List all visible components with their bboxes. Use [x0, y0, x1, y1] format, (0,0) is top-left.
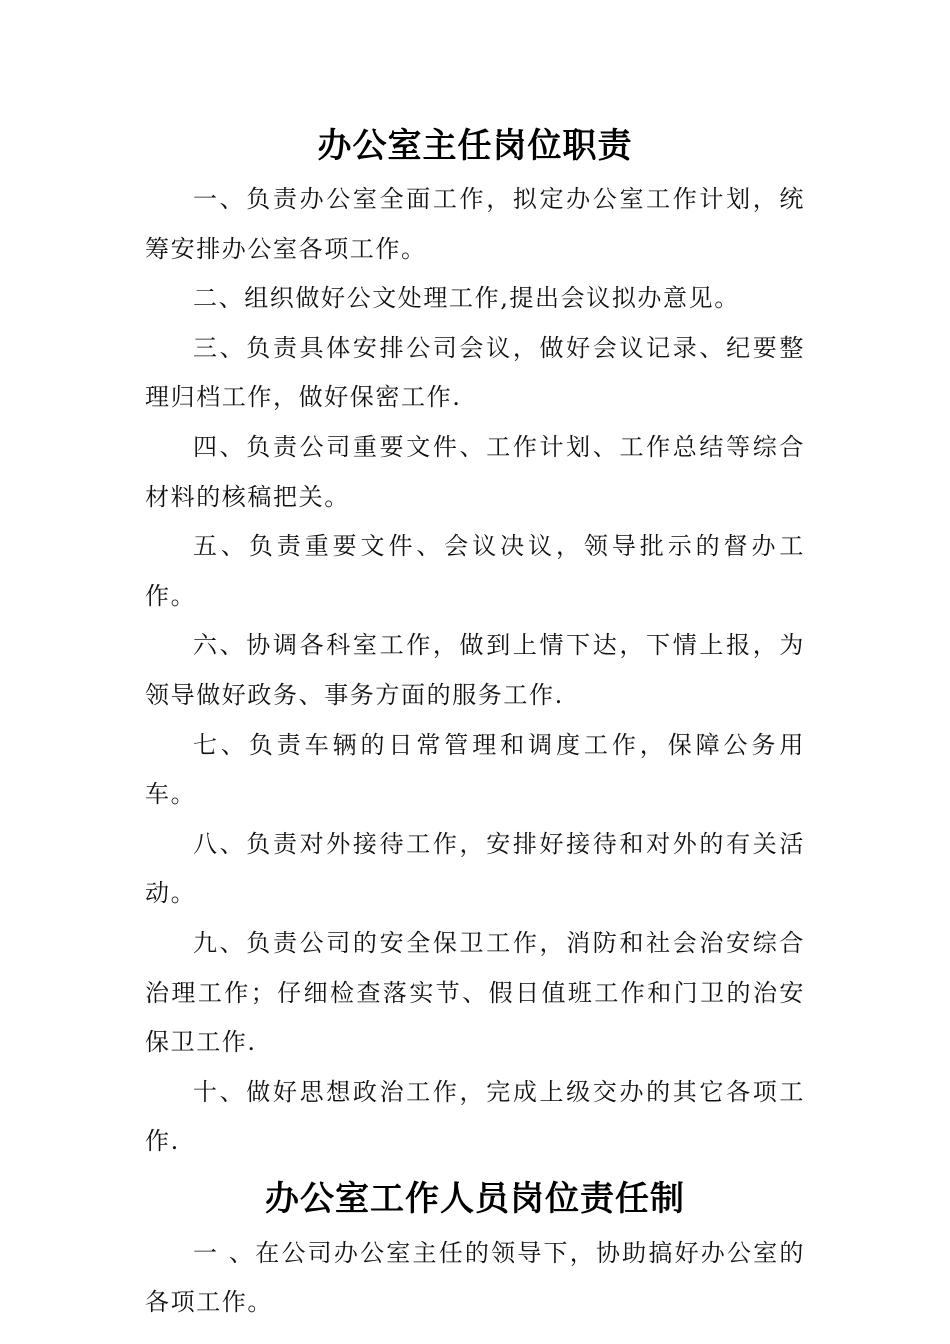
duty-item-10: 十、做好思想政治工作，完成上级交办的其它各项工作.: [145, 1077, 805, 1156]
duty-item-6: 六、协调各科室工作，做到上情下达，下情上报，为领导做好政务、事务方面的服务工作.: [145, 631, 805, 709]
duty-item-1: 一、负责办公室全面工作，拟定办公室工作计划，统筹安排办公室各项工作。: [145, 185, 805, 263]
section-title-director-duties: 办公室主任岗位职责: [317, 126, 633, 166]
duty-item-3: 三、负责具体安排公司会议，做好会议记录、纪要整理归档工作，做好保密工作.: [145, 333, 805, 412]
duty-item-4: 四、负责公司重要文件、工作计划、工作总结等综合材料的核稿把关。: [145, 432, 805, 511]
staff-item-1: 一 、在公司办公室主任的领导下，协助搞好办公室的各项工作。: [145, 1238, 805, 1317]
duty-item-9: 九、负责公司的安全保卫工作，消防和社会治安综合治理工作；仔细检查落实节、假日值班工作和门卫的治安保卫工作.: [145, 928, 805, 1057]
duty-item-5: 五、负责重要文件、会议决议，领导批示的督办工作。: [145, 532, 805, 610]
duty-item-2: 二、组织做好公文处理工作,提出会议拟办意见。: [193, 284, 740, 313]
duty-item-7: 七、负责车辆的日常管理和调度工作，保障公务用车。: [145, 730, 805, 809]
duty-item-8: 八、负责对外接待工作，安排好接待和对外的有关活动。: [145, 829, 805, 908]
document-body: [145, 122, 805, 1328]
section-title-staff-responsibilities: 办公室工作人员岗位责任制: [265, 1178, 685, 1219]
